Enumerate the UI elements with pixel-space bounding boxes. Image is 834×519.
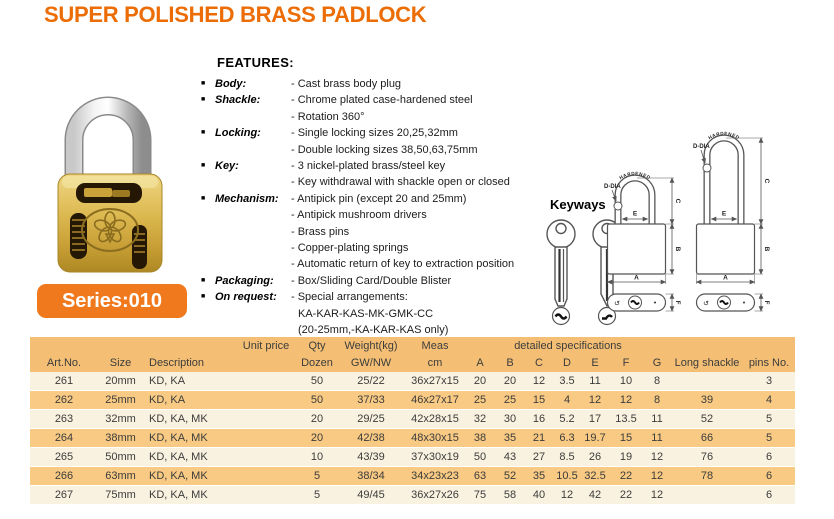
cell-meas: 48x30x15	[411, 432, 459, 444]
cell-weight: 43/39	[357, 451, 385, 463]
feature-label	[215, 207, 291, 223]
cell-a: 63	[473, 470, 487, 482]
cell-b: 58	[503, 489, 517, 501]
feature-row	[201, 92, 531, 108]
cell-g: 8	[653, 394, 661, 406]
table-row	[30, 372, 795, 391]
table-row	[30, 410, 795, 429]
cell-a: 20	[473, 375, 487, 387]
rotate-icon: ↺	[614, 300, 620, 308]
cell-pins: 6	[765, 489, 773, 501]
feature-text: - Double locking sizes 38,50,63,75mm	[291, 143, 478, 156]
body-graphic	[58, 174, 162, 272]
feature-text: - Cast brass body plug	[291, 78, 402, 90]
bottom-view	[608, 294, 682, 311]
feature-label	[215, 109, 291, 125]
cell-art: 267	[54, 489, 74, 501]
padlock-diagram-standard	[604, 162, 699, 317]
body-outline	[697, 224, 755, 274]
cell-d: 8.5	[559, 451, 575, 463]
cell-desc: KD, KA, MK	[149, 432, 208, 444]
cell-c: 27	[532, 451, 546, 463]
col-header-a: A	[476, 356, 484, 369]
page-title: SUPER POLISHED BRASS PADLOCK	[44, 2, 427, 27]
cell-meas: 36x27x15	[411, 375, 459, 387]
cell-d: 3.5	[559, 375, 575, 387]
cell-meas: 37x30x19	[411, 451, 459, 463]
feature-row	[201, 240, 531, 256]
d-dia-label: D-DIA	[604, 184, 621, 190]
square-bullet-icon	[201, 142, 215, 158]
col-header-size: Size	[109, 356, 132, 369]
cell-pins: 6	[765, 451, 773, 463]
cell-f: 10	[619, 375, 633, 387]
rotate-icon: ↺	[703, 300, 709, 308]
col-header-b: B	[506, 356, 514, 369]
cell-desc: KD, KA, MK	[149, 489, 208, 501]
cell-b: 35	[503, 432, 517, 444]
col-header-art-no: Art.No.	[46, 356, 82, 369]
cell-f: 19	[619, 451, 633, 463]
cell-c: 40	[532, 489, 546, 501]
cell-e: 42	[588, 489, 602, 501]
cell-c: 12	[532, 375, 546, 387]
square-bullet-icon: ■	[201, 80, 206, 87]
feature-text: - Automatic return of key to extraction position	[291, 258, 515, 271]
cell-pins: 6	[765, 470, 773, 482]
cell-qty: 50	[310, 375, 324, 387]
cell-g: 12	[650, 451, 664, 463]
table-row	[30, 467, 795, 486]
cell-art: 263	[54, 413, 74, 425]
dim-a-label: A	[723, 274, 728, 282]
square-bullet-icon: ■	[201, 293, 206, 301]
table-row	[30, 429, 795, 448]
cell-qty: 20	[310, 413, 324, 425]
cell-size: 38mm	[105, 432, 136, 444]
cell-c: 21	[532, 432, 546, 444]
feature-label: Body:	[215, 78, 247, 90]
cell-weight: 25/22	[357, 375, 385, 387]
cell-long-shackle: 78	[700, 470, 714, 482]
series-badge: Series:010	[37, 284, 187, 318]
feature-text: - Copper-plating springs	[291, 242, 409, 255]
cell-f: 22	[619, 489, 633, 501]
feature-row	[201, 109, 531, 125]
square-bullet-icon	[201, 174, 215, 190]
feature-label: Mechanism:	[215, 192, 279, 205]
cell-g: 11	[651, 432, 663, 444]
col-header-qty: Qty	[308, 339, 326, 352]
features-heading: FEATURES:	[217, 55, 295, 70]
feature-row	[201, 191, 531, 207]
cell-size: 50mm	[105, 451, 136, 463]
cell-qty: 50	[310, 394, 324, 406]
features-section	[201, 55, 531, 339]
cell-desc: KD, KA, MK	[149, 451, 208, 463]
cell-a: 25	[473, 394, 487, 406]
cell-meas: 34x23x23	[411, 470, 459, 482]
square-bullet-icon	[201, 109, 215, 125]
feature-row	[201, 306, 531, 322]
cell-pins: 4	[765, 394, 773, 406]
cell-e: 11	[589, 375, 601, 387]
feature-text: - Chrome plated case-hardened steel	[291, 94, 473, 107]
feature-label: Shackle:	[215, 94, 261, 107]
feature-row	[201, 256, 531, 272]
cell-pins: 5	[765, 432, 773, 444]
square-bullet-icon: ■	[201, 96, 206, 104]
cell-g: 12	[650, 470, 664, 482]
key-outline-1	[547, 220, 575, 306]
table-header	[30, 337, 795, 372]
feature-row	[201, 76, 531, 92]
feature-text: - Antipick mushroom drivers	[291, 209, 427, 222]
col-header-unit-price: Unit price	[242, 339, 290, 352]
cell-b: 43	[503, 451, 517, 463]
square-bullet-icon: ■	[201, 129, 206, 137]
col-header-f: F	[622, 356, 630, 369]
cell-e: 17	[588, 413, 602, 425]
cell-qty: 5	[313, 489, 321, 501]
cell-meas: 42x28x15	[411, 413, 459, 425]
cell-weight: 29/25	[357, 413, 385, 425]
col-header-pins-no: pins No.	[748, 356, 790, 369]
col-header-d: D	[563, 356, 571, 369]
cell-long-shackle: 66	[700, 432, 714, 444]
cell-a: 50	[473, 451, 487, 463]
group-header-detailed-specifications: detailed specifications	[514, 339, 622, 352]
cell-f: 22	[619, 470, 633, 482]
dim-b-label: B	[763, 246, 770, 252]
square-bullet-icon	[201, 306, 215, 322]
feature-text: - Rotation 360°	[291, 110, 365, 123]
col-header-e: E	[591, 356, 599, 369]
body-outline	[608, 224, 666, 274]
feature-label	[215, 224, 291, 240]
col-header-cm: cm	[427, 356, 443, 369]
dim-c-label: C	[674, 198, 681, 204]
cell-c: 16	[532, 413, 546, 425]
cell-long-shackle: 76	[700, 451, 714, 463]
hardened-curved-label: HARDENED	[707, 130, 741, 141]
cell-c: 15	[532, 394, 546, 406]
col-header-long-shackle: Long shackle	[674, 356, 740, 369]
cell-weight: 42/38	[357, 432, 385, 444]
cell-art: 265	[54, 451, 74, 463]
cell-g: 8	[653, 375, 661, 387]
cell-d: 5.2	[559, 413, 575, 425]
feature-label	[215, 256, 291, 272]
col-header-g: G	[652, 356, 662, 369]
feature-label: Packaging:	[215, 274, 274, 287]
keyway-profile-1	[553, 308, 570, 325]
cell-qty: 20	[310, 432, 324, 444]
feature-label	[215, 306, 291, 322]
cell-e: 12	[588, 394, 602, 406]
cell-a: 75	[473, 489, 487, 501]
cell-desc: KD, KA	[149, 375, 186, 387]
cell-pins: 3	[765, 375, 773, 387]
cell-g: 12	[650, 489, 664, 501]
cell-size: 75mm	[105, 489, 136, 501]
cell-b: 30	[503, 413, 517, 425]
cell-size: 32mm	[105, 413, 136, 425]
cell-weight: 49/45	[357, 489, 385, 501]
cell-desc: KD, KA, MK	[149, 413, 208, 425]
cell-e: 26	[588, 451, 602, 463]
feature-text: - Brass pins	[291, 225, 350, 238]
cell-g: 11	[651, 413, 663, 425]
feature-row	[201, 142, 531, 158]
feature-label	[215, 240, 291, 256]
shackle-diameter-marker	[614, 202, 622, 210]
keyways-heading: Keyways	[550, 197, 606, 212]
cell-f: 12	[619, 394, 633, 406]
cell-d: 4	[563, 394, 571, 406]
cell-d: 12	[560, 489, 574, 501]
square-bullet-icon	[201, 256, 215, 272]
cell-weight: 37/33	[357, 394, 385, 406]
square-bullet-icon	[201, 207, 215, 223]
square-bullet-icon: ■	[201, 194, 206, 202]
cell-art: 266	[54, 470, 74, 482]
cell-size: 20mm	[105, 375, 136, 387]
cell-a: 38	[473, 432, 487, 444]
col-header-c: C	[535, 356, 543, 369]
square-bullet-icon: ■	[201, 276, 206, 284]
cell-d: 10.5	[556, 470, 578, 482]
feature-label: On request:	[215, 291, 277, 304]
cell-f: 15	[619, 432, 633, 444]
cell-b: 25	[503, 394, 517, 406]
table-row	[30, 448, 795, 467]
bottom-view	[697, 294, 771, 311]
feature-row	[201, 158, 531, 174]
dim-f-label: F	[763, 300, 770, 305]
feature-label: Locking:	[215, 127, 261, 140]
feature-text: - 3 nickel-plated brass/steel key	[291, 160, 446, 173]
dim-b-label: B	[674, 246, 681, 252]
square-bullet-icon	[201, 224, 215, 240]
feature-row	[201, 273, 531, 289]
table-row	[30, 486, 795, 505]
feature-label: Key:	[215, 160, 239, 173]
cell-desc: KD, KA	[149, 394, 186, 406]
feature-text: - Special arrangements:	[291, 291, 408, 304]
cell-f: 13.5	[615, 413, 637, 425]
cell-art: 264	[54, 432, 74, 444]
feature-text: KA-KAR-KAS-MK-GMK-CC	[298, 307, 434, 320]
cell-b: 52	[503, 470, 517, 482]
cell-size: 25mm	[105, 394, 136, 406]
hardened-curved-label: HARDENED	[618, 170, 652, 181]
dim-e-label: E	[721, 210, 727, 218]
square-bullet-icon	[201, 240, 215, 256]
cell-long-shackle: 39	[700, 394, 714, 406]
col-header-gwnw: GW/NW	[350, 356, 392, 369]
col-header-dozen: Dozen	[301, 356, 333, 369]
cell-qty: 10	[310, 451, 324, 463]
col-header-description: Description	[149, 356, 205, 369]
feature-label	[215, 142, 291, 158]
padlock-diagram-long-shackle	[693, 122, 788, 317]
feature-text: - Key withdrawal with shackle open or closed	[291, 176, 510, 189]
feature-row	[201, 125, 531, 141]
feature-row	[201, 174, 531, 190]
d-dia-label: D-DIA	[693, 144, 710, 150]
cell-meas: 46x27x17	[411, 394, 459, 406]
col-header-weight: Weight(kg)	[344, 339, 398, 352]
feature-row	[201, 207, 531, 223]
cell-weight: 38/34	[357, 470, 385, 482]
dim-c-label: C	[763, 178, 770, 184]
cell-e: 19.7	[584, 432, 606, 444]
shackle-diameter-marker	[703, 164, 711, 172]
col-header-meas: Meas	[421, 339, 449, 352]
cell-long-shackle: 52	[700, 413, 714, 425]
cell-qty: 5	[313, 470, 321, 482]
feature-text: - Box/Sliding Card/Double Blister	[291, 274, 452, 287]
feature-row	[201, 289, 531, 305]
cell-a: 32	[473, 413, 487, 425]
feature-text: (20-25mm,-KA-KAR-KAS only)	[298, 324, 449, 337]
spec-table	[30, 337, 795, 505]
cell-d: 6.3	[559, 432, 575, 444]
cell-pins: 5	[765, 413, 773, 425]
square-bullet-icon: ■	[201, 162, 206, 170]
feature-label	[215, 174, 291, 190]
feature-row	[201, 224, 531, 240]
cell-size: 63mm	[105, 470, 136, 482]
cell-b: 20	[503, 375, 517, 387]
table-row	[30, 391, 795, 410]
dim-f-label: F	[674, 300, 681, 305]
cell-e: 32.5	[584, 470, 606, 482]
cell-art: 262	[54, 394, 74, 406]
cell-desc: KD, KA, MK	[149, 470, 208, 482]
cell-meas: 36x27x26	[411, 489, 459, 501]
feature-text: - Single locking sizes 20,25,32mm	[291, 127, 458, 140]
feature-text: - Antipick pin (except 20 and 25mm)	[291, 192, 467, 205]
cell-art: 261	[54, 375, 74, 387]
dim-a-label: A	[634, 274, 639, 282]
dim-e-label: E	[632, 210, 638, 218]
padlock-photo	[26, 62, 186, 282]
cell-c: 35	[532, 470, 546, 482]
